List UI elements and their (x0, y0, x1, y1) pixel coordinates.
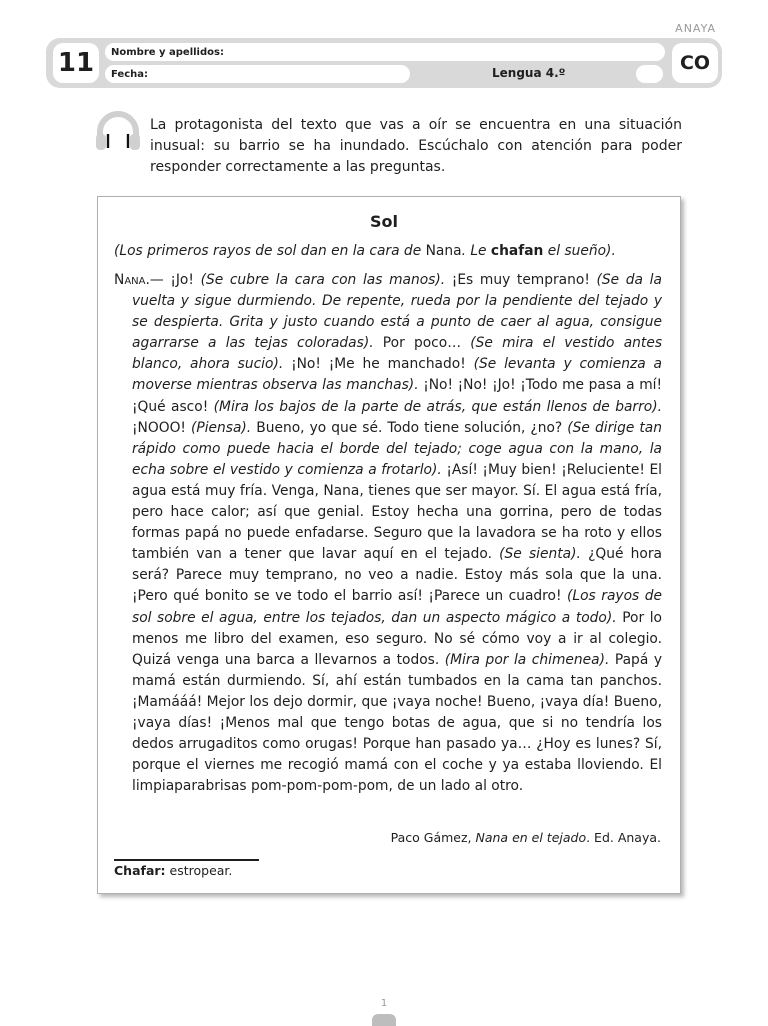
intro-instructions: La protagonista del texto que vas a oír se encuentra en una situación inusual: su barrio se ha inundado. Escúchalo con atención para poder responder correctamente a las preguntas. (150, 117, 682, 175)
footnote-divider (114, 859, 259, 861)
date-field[interactable] (105, 65, 410, 83)
name-field-label: Nombre y apellidos: (111, 46, 224, 58)
reading-title: Sol (370, 212, 398, 231)
subject-label: Lengua 4.º (492, 66, 566, 80)
glossary-note: Chafar: estropear. (114, 863, 233, 878)
name-field[interactable] (105, 43, 665, 61)
speaker-name: Nana (114, 272, 146, 288)
page-tab (372, 1014, 396, 1026)
publisher-logo: ANAYA (675, 22, 716, 35)
extra-field[interactable] (636, 65, 663, 83)
activity-code: CO (672, 43, 718, 83)
date-field-label: Fecha: (111, 68, 149, 80)
source-citation: Paco Gámez, Nana en el tejado. Ed. Anaya. (390, 830, 661, 845)
page-number: 1 (380, 998, 388, 1009)
headphones-icon (94, 110, 142, 152)
opening-stage-direction: (Los primeros rayos de sol dan en la cara de Nana. Le chafan el sueño). (114, 243, 616, 259)
monologue: Nana.— ¡Jo! (Se cubre la cara con las manos). ¡Es muy temprano! (Se da la vuelta y sigue durmiendo. De repente, rueda por la pendiente del tejado y se despierta. Grita y justo cuando está a punto de caer al agua, consigue agarrarse a las tejas coloradas). Por poco… (Se mira el vestido antes blanco, ahora sucio). ¡No! ¡Me he manchado! (Se levanta y comienza a moverse mientras observa las manchas). ¡No! ¡No! ¡Jo! ¡Todo me pasa a mí! ¡Qué asco! (Mira los bajos de la parte de atrás, que están llenos de barro). ¡NOOO! (Piensa). Bueno, yo que sé. Todo tiene solución, ¿no? (Se dirige tan rápido como puede hacia el borde del tejado; coge agua con la mano, la echa sobre el vestido y comienza a frotarlo). ¡Así! ¡Muy bien! ¡Reluciente! El agua está muy fría. Venga, Nana, tienes que ser mayor. Sí. El agua está fría, pero hace calor; así que genial. Estoy hecha una gorrina, pero de todas formas papá no puede enfadarse. Seguro que la lavadora se ha roto y ellos también van a tener que lavar aquí en el tejado. (Se sienta). ¿Qué hora será? Parece muy temprano, no veo a nadie. Estoy más sola que la una. ¡Pero qué bonito se ve todo el barrio así! ¡Parece un cuadro! (Los rayos de sol sobre el agua, entre los tejados, dan un aspecto mágico a todo). Por lo menos me libro del examen, eso seguro. No sé cómo voy a ir al colegio. Quizá venga una barca a llevarnos a todos. (Mira por la chimenea). Papá y mamá están durmiendo. Sí, ahí están tumbados en la cama tan panchos. ¡Mamááá! Mejor los dejo dormir, que ¡vaya noche! Bueno, ¡vaya día! Bueno, ¡vaya días! ¡Menos mal que tengo botas de agua, que si no tendría los dedos arrugaditos como orugas! Porque han pasado ya… ¿Hoy es lunes? Sí, porque el viernes me recogió mamá con el coche y ya estaba lloviendo. El limpiaparabrisas pom-pom-pom-pom, de un lado al otro. (114, 272, 663, 795)
glossed-word: chafan (490, 243, 544, 259)
unit-number: 11 (53, 43, 99, 83)
